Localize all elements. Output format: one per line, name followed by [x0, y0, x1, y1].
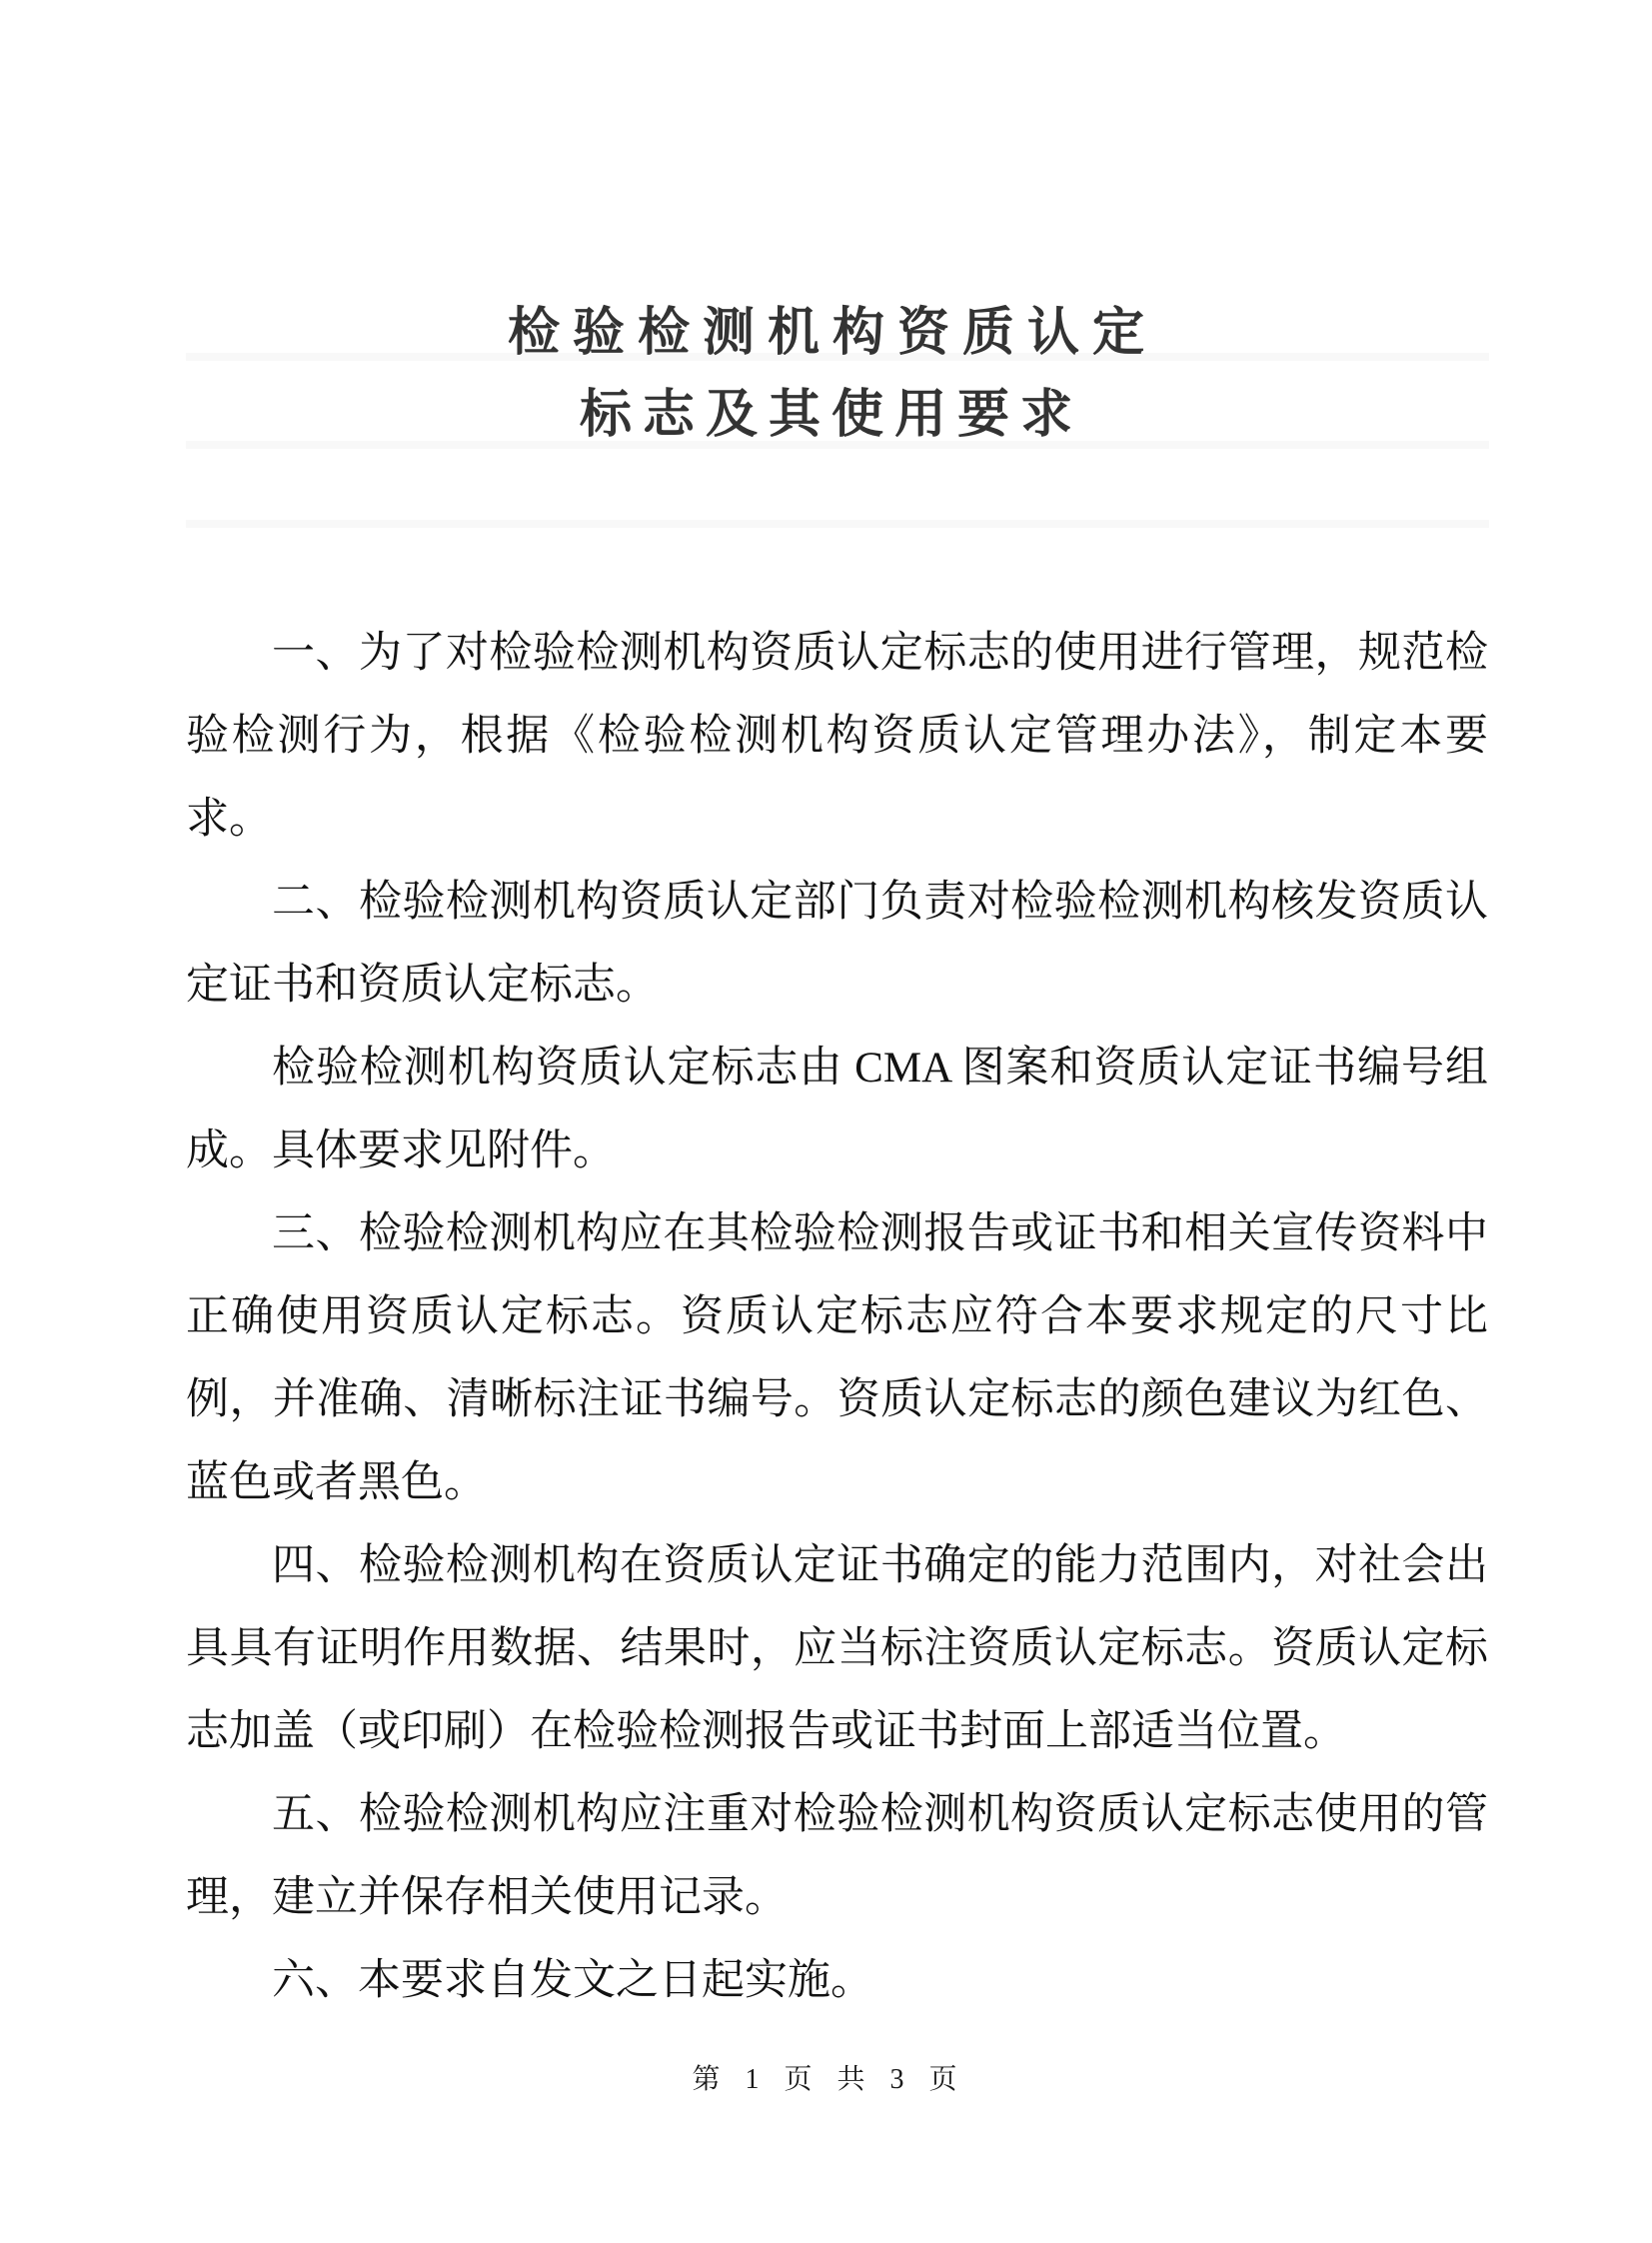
paragraph-2: 二、检验检测机构资质认定部门负责对检验检测机构核发资质认定证书和资质认定标志。 — [186, 879, 1488, 1009]
paragraph-4: 三、检验检测机构应在其检验检测报告或证书和相关宣传资料中正确使用资质认定标志。资质认定标志应符合本要求规定的尺寸比例，并准确、清晰标注证书编号。资质认定标志的颜色建议为红色、蓝色或者黑色。 — [186, 1210, 1488, 1506]
scan-shading-band-3 — [186, 520, 1489, 528]
paragraph-3: 检验检测机构资质认定标志由 CMA 图案和资质认定证书编号组成。具体要求见附件。 — [186, 1045, 1488, 1174]
title-line-2: 标志及其使用要求 — [579, 387, 1083, 444]
paragraph-7: 六、本要求自发文之日起实施。 — [272, 1957, 873, 2004]
title-line-1: 检验检测机构资质认定 — [507, 305, 1157, 362]
page-footer-text: 第 1 页 共 3 页 — [692, 2064, 960, 2095]
paragraph-5: 四、检验检测机构在资质认定证书确定的能力范围内，对社会出具具有证明作用数据、结果时，应当标注资质认定标志。资质认定标志加盖（或印刷）在检验检测报告或证书封面上部适当位置。 — [186, 1542, 1488, 1755]
paragraph-1: 一、为了对检验检测机构资质认定标志的使用进行管理，规范检验检测行为，根据《检验检测机构资质认定管理办法》，制定本要求。 — [186, 630, 1488, 843]
document-body — [186, 612, 1488, 2022]
paragraph-6: 五、检验检测机构应注重对检验检测机构资质认定标志使用的管理，建立并保存相关使用记录。 — [186, 1791, 1488, 1921]
page-footer — [0, 2057, 1652, 2097]
